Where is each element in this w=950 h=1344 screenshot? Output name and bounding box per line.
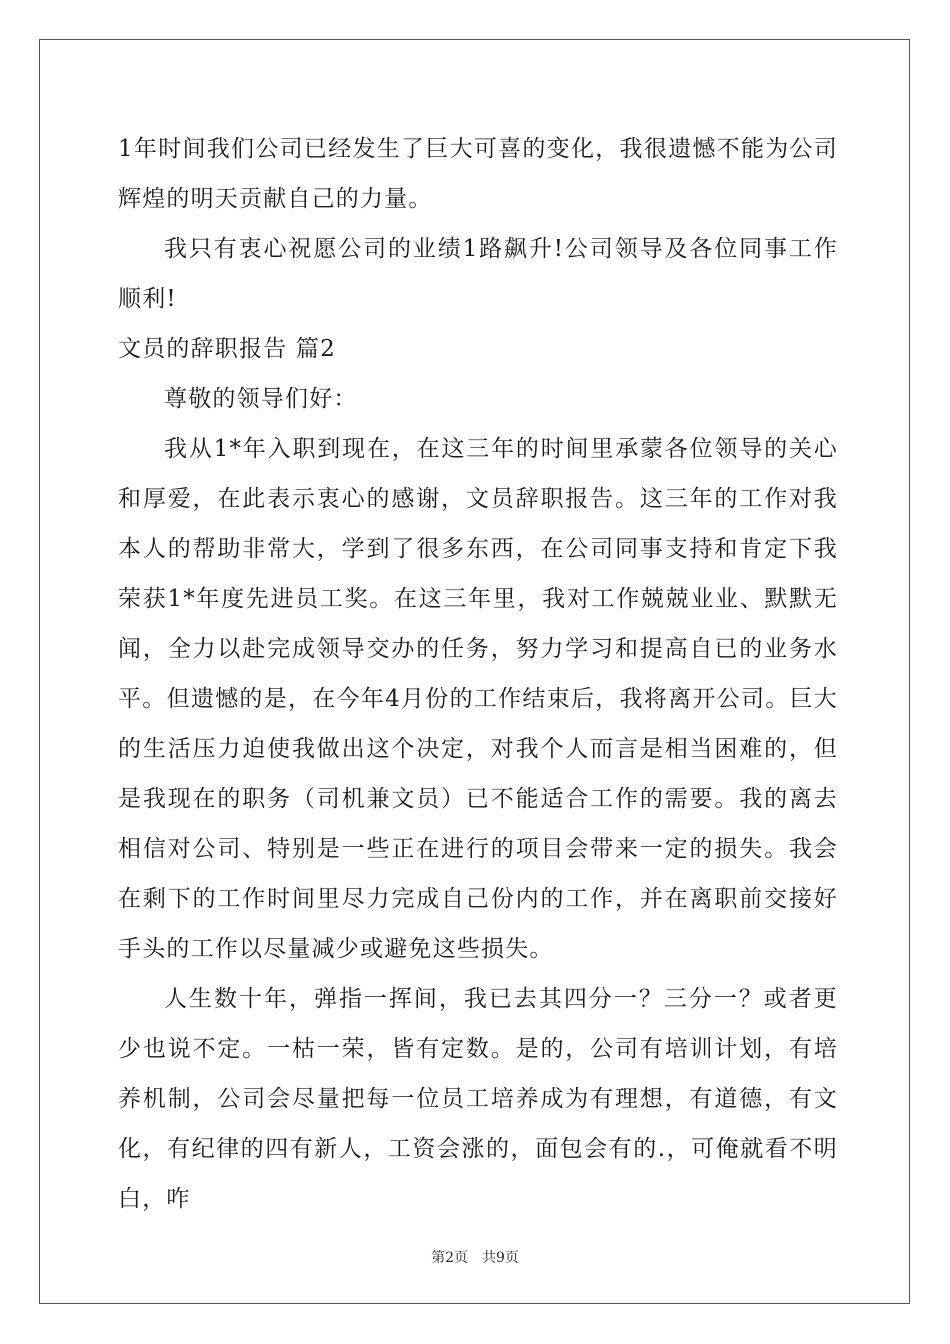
page-number-footer: 第2页 共9页 — [431, 1250, 519, 1266]
paragraph-body-1: 我从1*年入职到现在，在这三年的时间里承蒙各位领导的关心和厚爱，在此表示衷心的感谢，文员辞职报告。这三年的工作对我本人的帮助非常大，学到了很多东西，在公司同事支持和肯定下我荣获1*年度先进员工奖。在这三年里，我对工作兢兢业业、默默无闻，全力以赴完成领导交办的任务，努力学习和提高自已的业务水平。但遗憾的是，在今年4月份的工作结束后，我将离开公司。巨大的生活压力迫使我做出这个决定，对我个人而言是相当困难的，但是我现在的职务（司机兼文员）已不能适合工作的需要。我的离去相信对公司、特别是一些正在进行的项目会带来一定的损失。我会在剩下的工作时间里尽力完成自己份内的工作，并在离职前交接好手头的工作以尽量减少或避免这些损失。 — [118, 436, 838, 962]
paragraph-closing-wish: 我只有衷心祝愿公司的业绩1路飙升!公司领导及各位同事工作顺利! — [118, 236, 838, 312]
salutation: 尊敬的领导们好： — [164, 386, 358, 412]
paragraph-continuation: 1年时间我们公司已经发生了巨大可喜的变化，我很遗憾不能为公司辉煌的明天贡献自己的力量。 — [118, 136, 838, 212]
section-heading: 文员的辞职报告 篇2 — [118, 336, 336, 362]
document-body — [118, 124, 838, 1224]
paragraph-body-2: 人生数十年，弹指一挥间，我已去其四分一？三分一？或者更少也说不定。一枯一荣，皆有定数。是的，公司有培训计划，有培养机制，公司会尽量把每一位员工培养成为有理想，有道德，有文化，有纪律的四有新人，工资会涨的，面包会有的.，可俺就看不明白，咋 — [118, 986, 838, 1212]
